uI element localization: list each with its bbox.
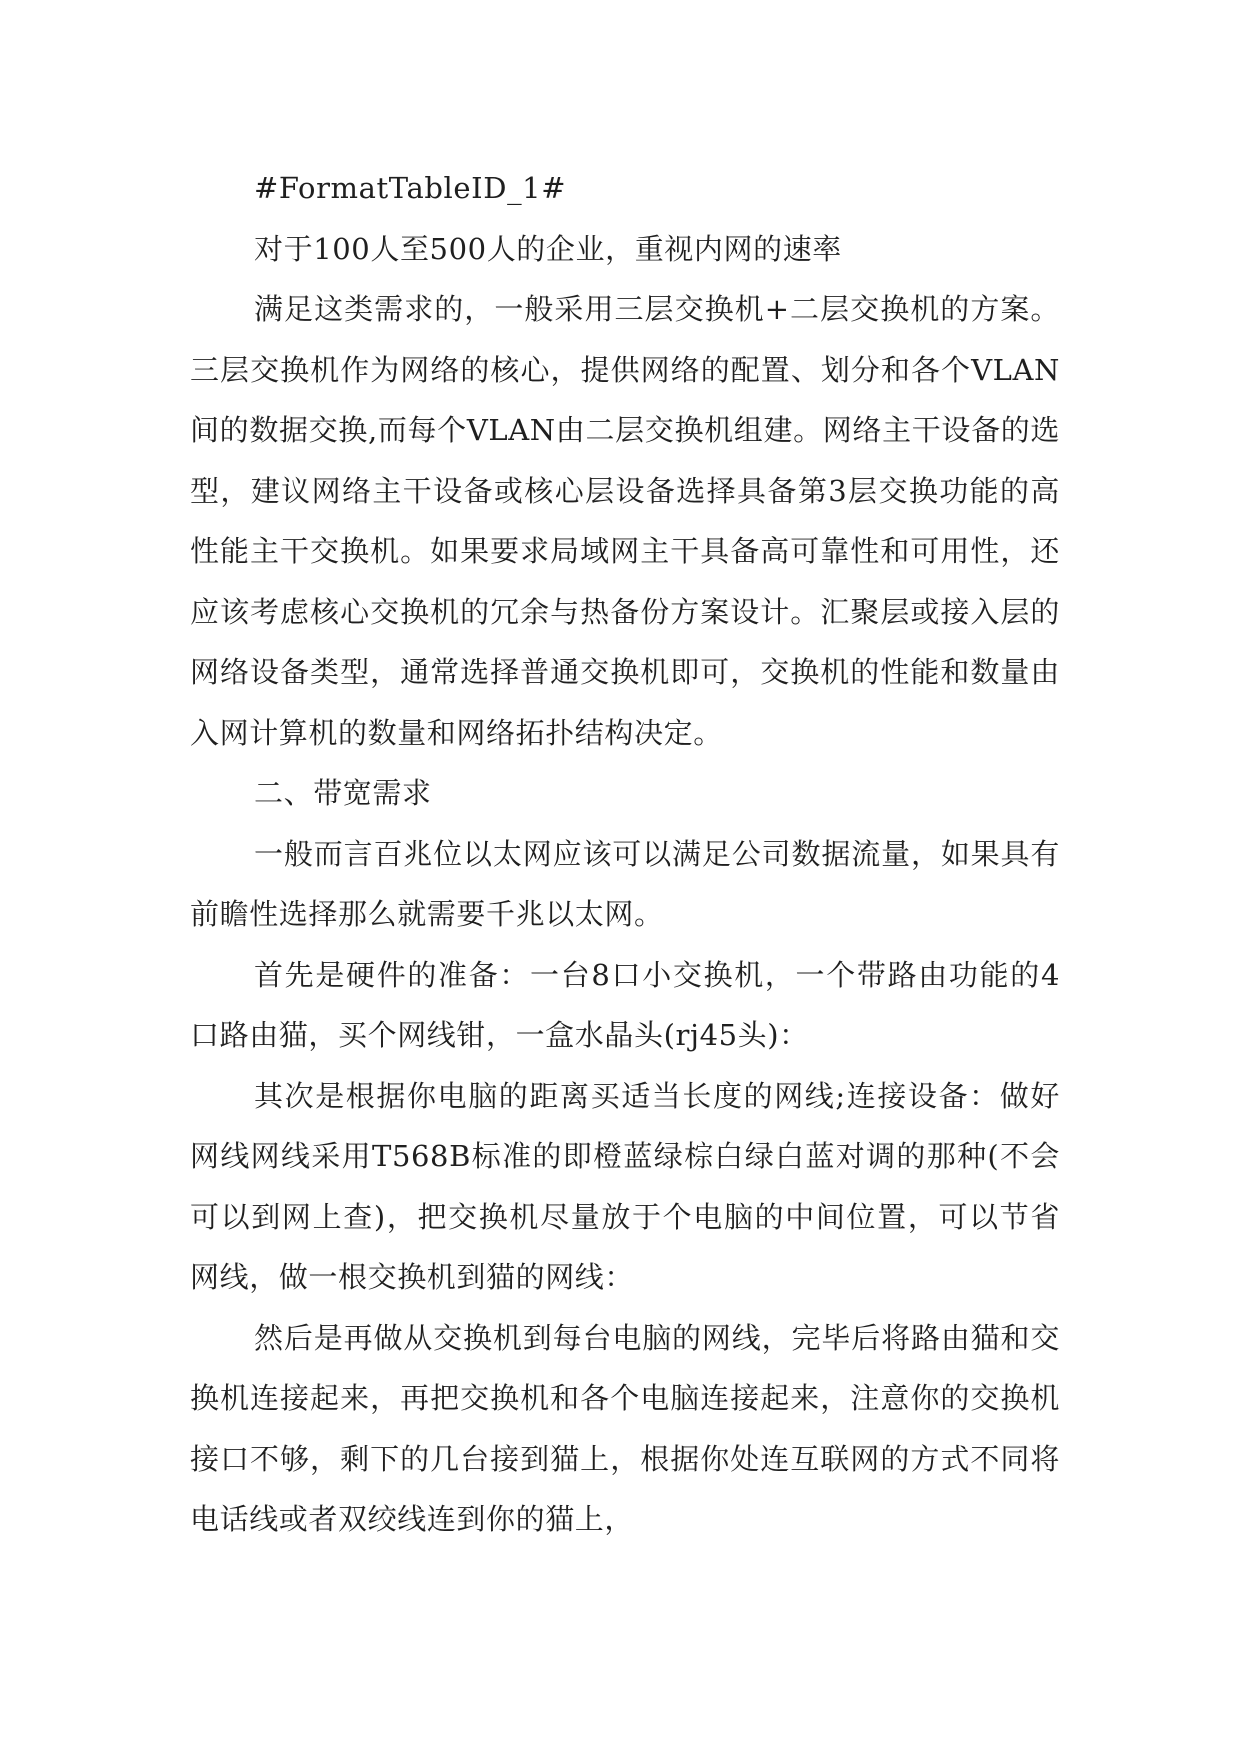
paragraph-switch-solution: 满足这类需求的，一般采用三层交换机+二层交换机的方案。三层交换机作为网络的核心，提供网络的配置、划分和各个VLAN间的数据交换,而每个VLAN由二层交换机组建。网络主干设备的选型，建议网络主干设备或核心层设备选择具备第3层交换功能的高性能主干交换机。如果要求局域网主干具备高可靠性和可用性，还应该考虑核心交换机的冗余与热备份方案设计。汇聚层或接入层的网络设备类型，通常选择普通交换机即可，交换机的性能和数量由入网计算机的数量和网络拓扑结构决定。 <box>190 292 1060 750</box>
paragraph-ethernet: 一般而言百兆位以太网应该可以满足公司数据流量，如果具有前瞻性选择那么就需要千兆以太网。 <box>190 836 1060 931</box>
paragraph-format-table-placeholder: #FormatTableID_1# <box>254 171 567 205</box>
document-body <box>190 158 1060 1550</box>
paragraph-cable-connection: 其次是根据你电脑的距离买适当长度的网线;连接设备：做好网线网线采用T568B标准的即橙蓝绿棕白绿白蓝对调的那种(不会可以到网上查)，把交换机尽量放于个电脑的中间位置，可以节省网线，做一根交换机到猫的网线： <box>190 1078 1060 1294</box>
paragraph-hardware-prep: 首先是硬件的准备：一台8口小交换机，一个带路由功能的4口路由猫，买个网线钳，一盒水晶头(rj45头)： <box>190 957 1060 1052</box>
paragraph-enterprise-size: 对于100人至500人的企业，重视内网的速率 <box>254 231 842 266</box>
section-heading-bandwidth: 二、带宽需求 <box>254 776 432 810</box>
paragraph-final-setup: 然后是再做从交换机到每台电脑的网线，完毕后将路由猫和交换机连接起来，再把交换机和各个电脑连接起来，注意你的交换机接口不够，剩下的几台接到猫上，根据你处连互联网的方式不同将电话线或者双绞线连到你的猫上， <box>190 1320 1060 1536</box>
